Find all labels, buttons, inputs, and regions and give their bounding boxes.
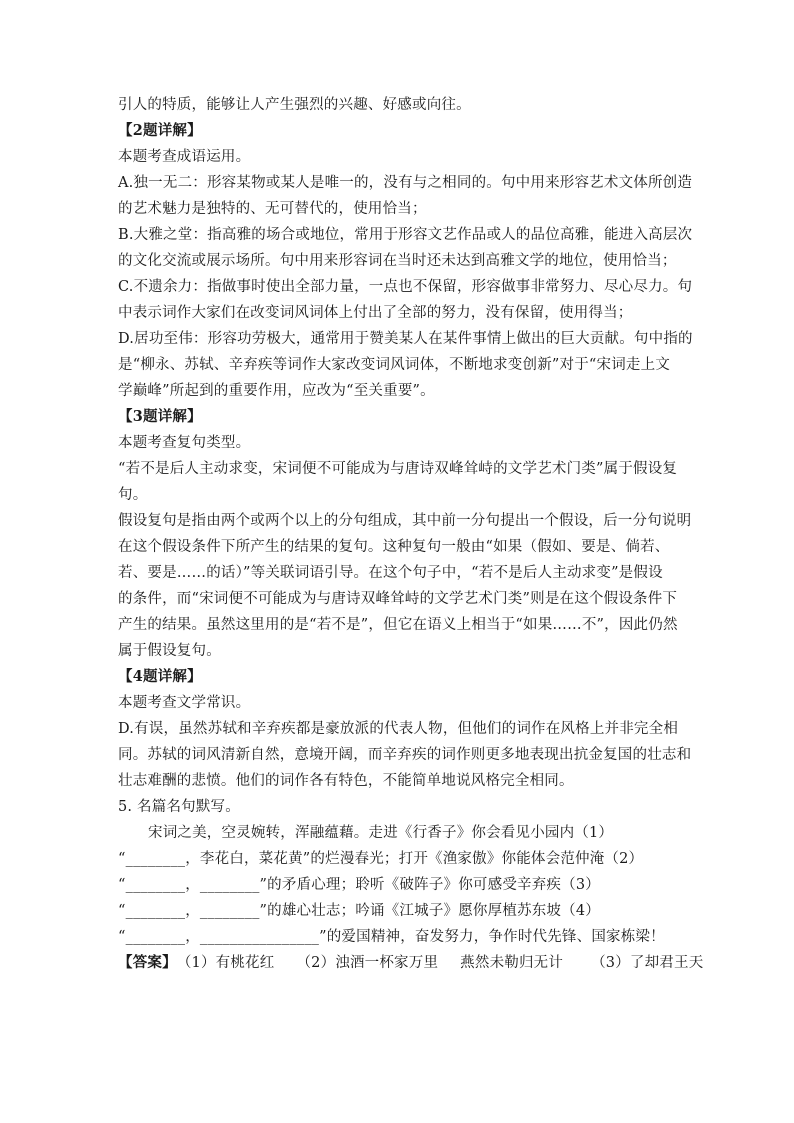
text-line: 的艺术魅力是独特的、无可替代的，使用恰当；	[118, 201, 427, 217]
text-line: 在这个假设条件下所产生的结果的复句。这种复句一般由“如果（假如、要是、倘若、	[118, 539, 670, 555]
text-line: 宋词之美，空灵婉转，浑融蕴藉。走进《行香子》你会看见小园内（1）	[148, 825, 614, 841]
text-line: 壮志难酬的悲愤。他们的词作各有特色，不能简单地说风格完全相同。	[118, 773, 574, 789]
section-heading: 【3题详解】	[118, 408, 202, 425]
text-line: “若不是后人主动求变，宋词便不可能成为与唐诗双峰耸峙的文学艺术门类”属于假设复	[118, 461, 678, 477]
text-line: 本题考查文学常识。	[118, 695, 251, 711]
text-line: “________，________”的矛盾心理；聆听《破阵子》你可感受辛弃疾（3）	[118, 877, 600, 893]
text-line: 5. 名篇名句默写。	[118, 799, 240, 815]
text-line: 引人的特质，能够让人产生强烈的兴趣、好感或向往。	[118, 97, 471, 113]
text-line: A.独一无二：形容某物或某人是唯一的，没有与之相同的。句中用来形容艺术文体所创造	[118, 175, 693, 191]
text-line: 的条件，而“宋词便不可能成为与唐诗双峰耸峙的文学艺术门类”则是在这个假设条件下	[118, 591, 678, 607]
text-line: 产生的结果。虽然这里用的是“若不是”，但它在语义上相当于“如果……不”，因此仍然	[118, 617, 678, 633]
answer-part: （3）了却君王天	[591, 955, 704, 971]
answer-label: 【答案】	[118, 954, 177, 971]
answer-part: （1）有桃花红	[176, 955, 275, 971]
answer-part: （2）浊酒一杯家万里	[296, 955, 439, 971]
text-line: 句。	[118, 487, 148, 503]
text-line: 是“柳永、苏轼、辛弃疾等词作大家改变词风词体，不断地求变创新”对于“宋词走上文	[118, 357, 671, 373]
text-line: B.大雅之堂：指高雅的场合或地位，常用于形容文艺作品或人的品位高雅，能进入高层次	[118, 227, 693, 243]
text-line: 属于假设复句。	[118, 643, 221, 659]
text-line: 若、要是……的话）”等关联词语引导。在这个句子中，“若不是后人主动求变”是假设	[118, 565, 663, 581]
section-heading: 【2题详解】	[118, 122, 202, 139]
text-line: 中表示词作大家们在改变词风词体上付出了全部的努力，没有保留，使用得当；	[118, 305, 633, 321]
text-line: 的文化交流或展示场所。句中用来形容词在当时还未达到高雅文学的地位，使用恰当；	[118, 253, 677, 269]
text-line: 本题考查复句类型。	[118, 435, 251, 451]
text-line: “________，李花白，菜花黄”的烂漫春光；打开《渔家傲》你能体会范仲淹（2）	[118, 851, 644, 867]
text-line: 同。苏轼的词风清新自然，意境开阔，而辛弃疾的词作则更多地表现出抗金复国的壮志和	[118, 747, 692, 763]
text-line: C.不遗余力：指做事时使出全部力量，一点也不保留，形容做事非常努力、尽心尽力。句	[118, 279, 693, 295]
document-page	[118, 92, 704, 976]
answer-part: 燕然未勒归无计	[460, 955, 564, 971]
answer-line	[118, 950, 704, 976]
section-heading: 【4题详解】	[118, 668, 202, 685]
text-line: 学巅峰”所起到的重要作用，应改为“至关重要”。	[118, 383, 435, 399]
text-line: D.有误，虽然苏轼和辛弃疾都是豪放派的代表人物，但他们的词作在风格上并非完全相	[118, 721, 679, 737]
text-line: “________，________”的雄心壮志；吟诵《江城子》愿你厚植苏东坡（4）	[118, 903, 600, 919]
text-line: 假设复句是指由两个或两个以上的分句组成，其中前一分句提出一个假设，后一分句说明	[118, 513, 692, 529]
text-line: “________，________________”的爱国精神，奋发努力，争作时代先锋、国家栋梁！	[118, 929, 665, 945]
text-line: D.居功至伟：形容功劳极大，通常用于赞美某人在某件事情上做出的巨大贡献。句中指的	[118, 331, 693, 347]
text-line: 本题考查成语运用。	[118, 149, 251, 165]
